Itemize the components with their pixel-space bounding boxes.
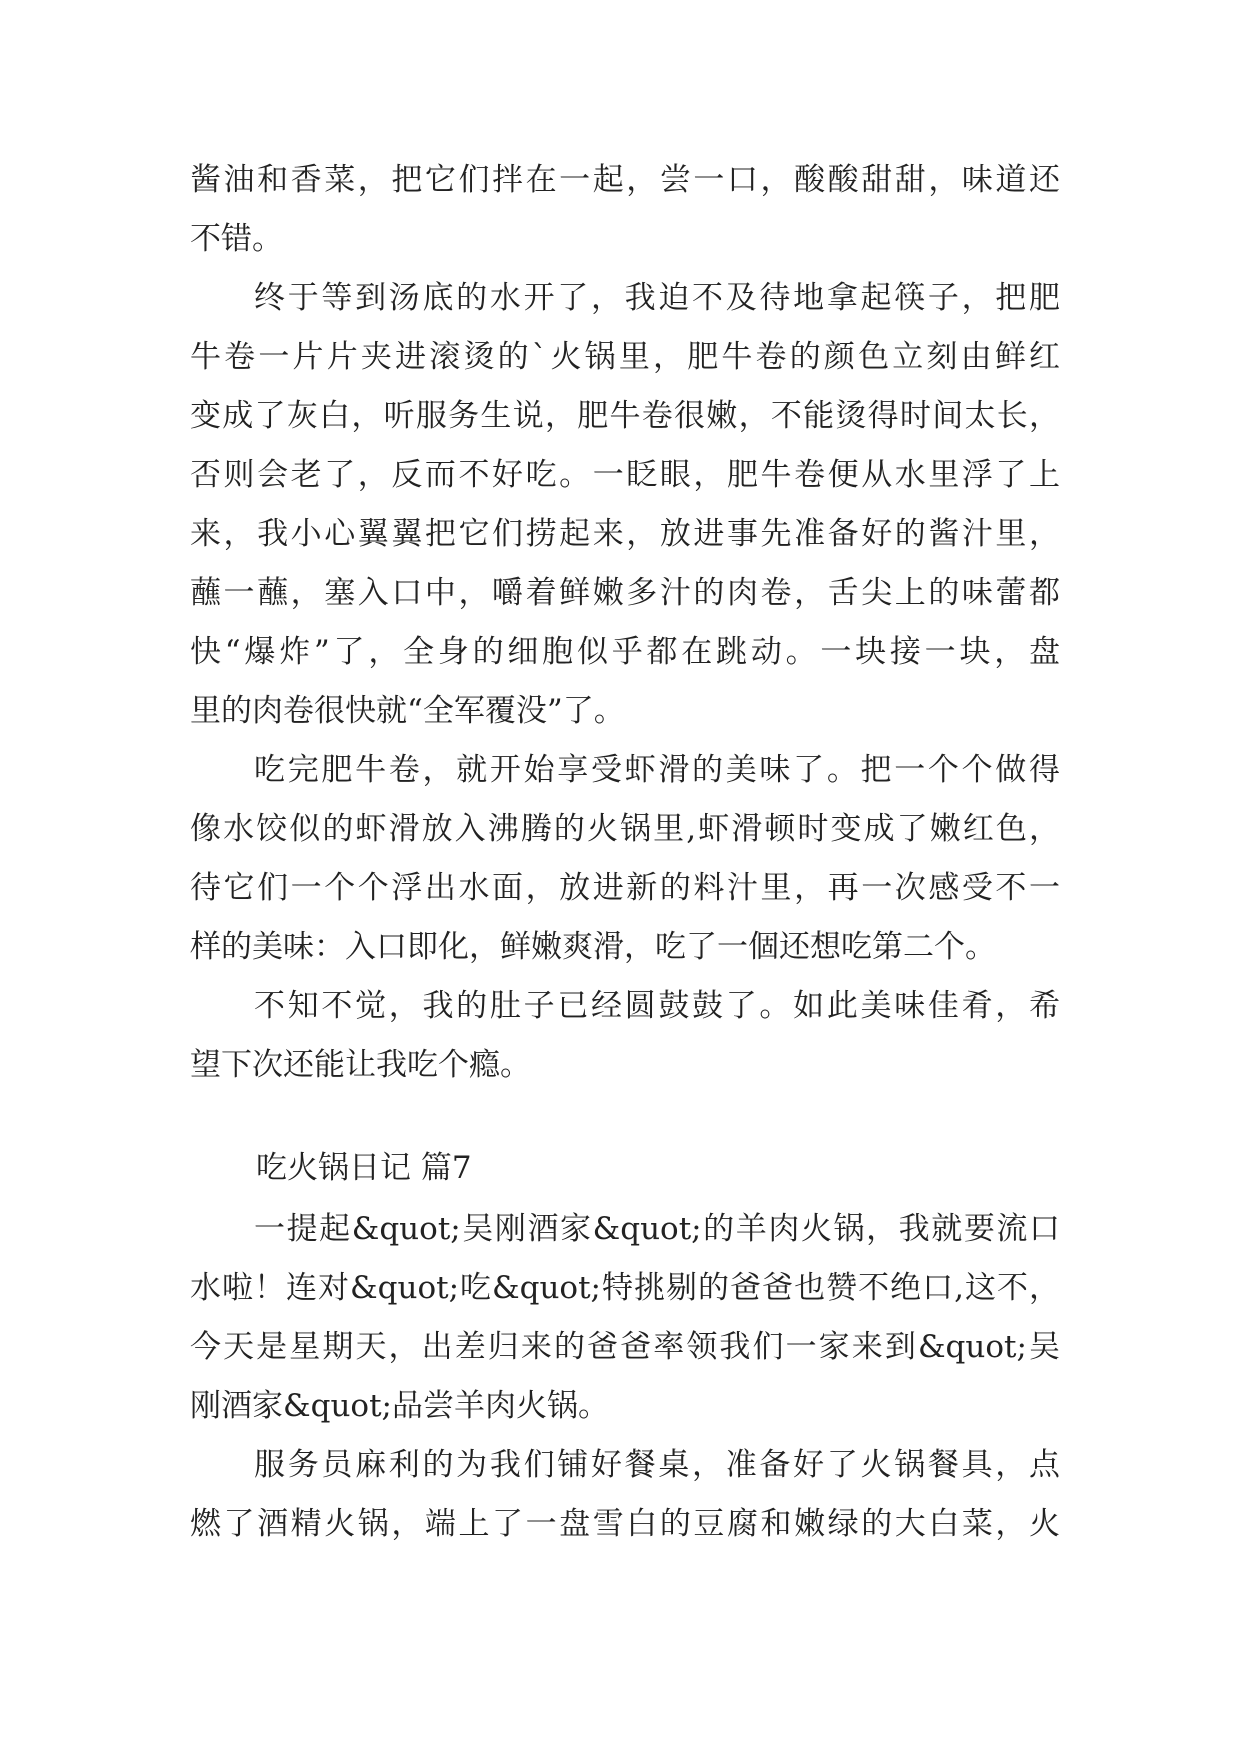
text-line: 服务员麻利的为我们铺好餐桌，准备好了火锅餐具，点 xyxy=(254,1447,1060,1483)
text-line: 燃了酒精火锅，端上了一盘雪白的豆腐和嫩绿的大白菜，火 xyxy=(190,1506,1060,1542)
text-line: 变成了灰白，听服务生说，肥牛卷很嫩，不能烫得时间太长， xyxy=(190,398,1060,434)
text-line: 水啦！连对&quot;吃&quot;特挑剔的爸爸也赞不绝口,这不， xyxy=(190,1270,1060,1306)
text-line: 终于等到汤底的水开了，我迫不及待地拿起筷子，把肥 xyxy=(254,280,1060,316)
paragraph xyxy=(190,977,1060,1095)
text-line: 酱油和香菜，把它们拌在一起，尝一口，酸酸甜甜，味道还 xyxy=(190,162,1060,198)
text-line: 不知不觉，我的肚子已经圆鼓鼓了。如此美味佳肴，希 xyxy=(254,988,1060,1024)
text-line: 一提起&quot;吴刚酒家&quot;的羊肉火锅，我就要流口 xyxy=(254,1211,1060,1247)
text-line: 快“爆炸”了，全身的细胞似乎都在跳动。一块接一块，盘 xyxy=(190,634,1060,670)
body-text-top xyxy=(190,151,1060,1095)
paragraph xyxy=(190,741,1060,977)
text-line: 今天是星期天，出差归来的爸爸率领我们一家来到&quot;吴 xyxy=(190,1329,1060,1365)
text-line: 刚酒家&quot;品尝羊肉火锅。 xyxy=(190,1388,609,1424)
text-line: 望下次还能让我吃个瘾。 xyxy=(190,1047,531,1083)
text-line: 蘸一蘸，塞入口中，嚼着鲜嫩多汁的肉卷，舌尖上的味蕾都 xyxy=(190,575,1060,611)
text-line: 否则会老了，反而不好吃。一眨眼，肥牛卷便从水里浮了上 xyxy=(190,457,1060,493)
paragraph xyxy=(190,269,1060,741)
paragraph xyxy=(190,1200,1060,1436)
section-heading: 吃火锅日记 篇7 xyxy=(256,1150,472,1186)
text-line: 样的美味：入口即化，鲜嫩爽滑，吃了一個还想吃第二个。 xyxy=(190,929,996,965)
paragraph xyxy=(190,1436,1060,1554)
body-text-bottom xyxy=(190,1200,1060,1554)
text-line: 里的肉卷很快就“全军覆没”了。 xyxy=(190,693,625,729)
text-line: 像水饺似的虾滑放入沸腾的火锅里,虾滑顿时变成了嫩红色， xyxy=(190,811,1060,847)
text-line: 吃完肥牛卷，就开始享受虾滑的美味了。把一个个做得 xyxy=(254,752,1060,788)
paragraph xyxy=(190,151,1060,269)
text-line: 牛卷一片片夹进滚烫的`火锅里，肥牛卷的颜色立刻由鲜红 xyxy=(190,339,1060,375)
text-line: 待它们一个个浮出水面，放进新的料汁里，再一次感受不一 xyxy=(190,870,1060,906)
text-line: 来，我小心翼翼把它们捞起来，放进事先准备好的酱汁里， xyxy=(190,516,1060,552)
text-line: 不错。 xyxy=(190,221,283,257)
